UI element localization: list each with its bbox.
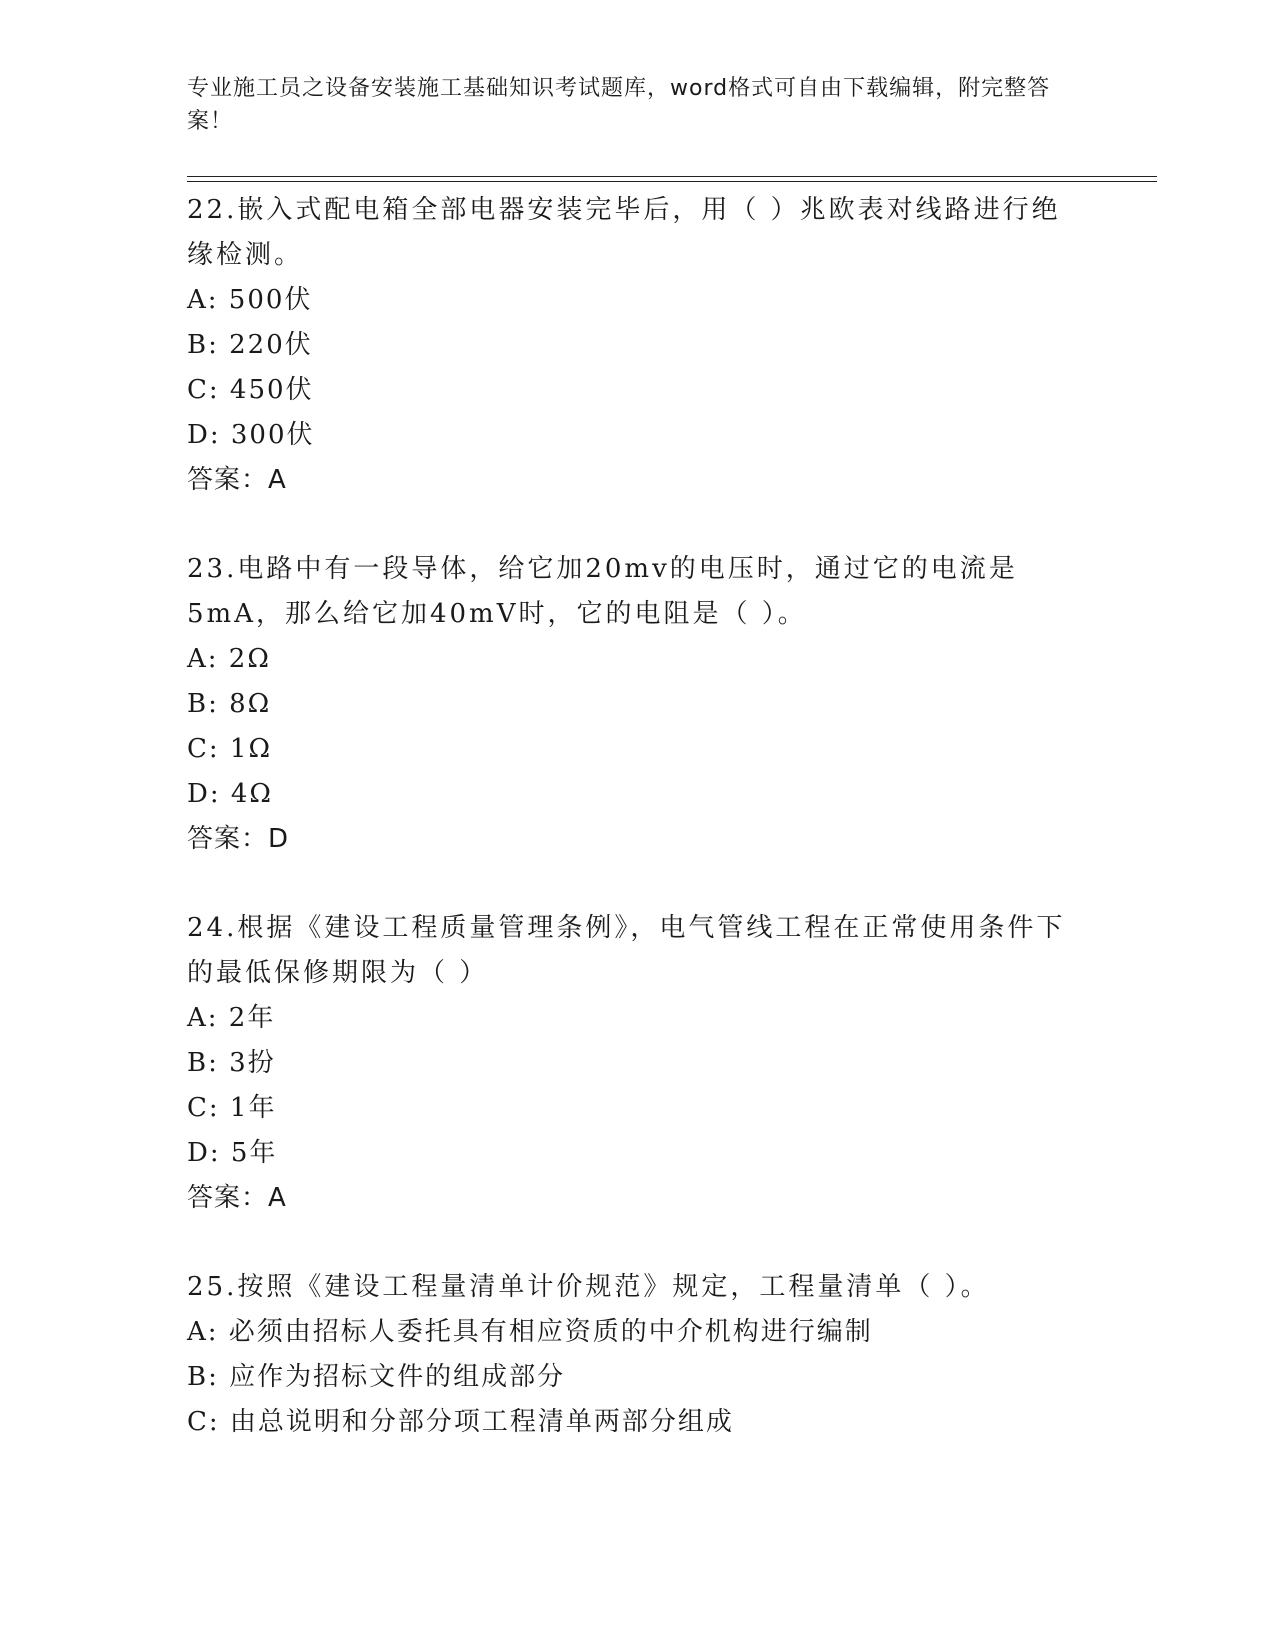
- option-d: D: 300伏: [187, 420, 315, 450]
- header-divider-bottom: [187, 181, 1157, 182]
- answer-label: 答案：: [187, 465, 269, 495]
- answer-value: D: [268, 824, 290, 854]
- option-d: D: 4Ω: [187, 779, 273, 809]
- question-22: [187, 188, 1067, 503]
- answer-line: [187, 1176, 1067, 1221]
- answer-line: [187, 458, 1067, 503]
- option-c: C: 由总说明和分部分项工程清单两部分组成: [187, 1407, 734, 1437]
- document-page: [187, 0, 1157, 1650]
- question-stem: 22.嵌入式配电箱全部电器安装完毕后，用（ ）兆欧表对线路进行绝缘检测。: [187, 195, 1061, 270]
- option-c: C: 1年: [187, 1093, 277, 1123]
- answer-value: A: [268, 465, 287, 495]
- question-stem: 24.根据《建设工程质量管理条例》，电气管线工程在正常使用条件下的最低保修期限为（ ）: [187, 913, 1066, 988]
- option-b: B: 3扮: [187, 1048, 276, 1078]
- question-stem: 25.按照《建设工程量清单计价规范》规定，工程量清单（ ）。: [187, 1272, 990, 1302]
- question-23: [187, 547, 1067, 862]
- option-b: B: 应作为招标文件的组成部分: [187, 1362, 566, 1392]
- question-list: [187, 188, 1067, 1489]
- option-a: A: 2年: [187, 1003, 276, 1033]
- option-c: C: 450伏: [187, 375, 314, 405]
- question-24: [187, 906, 1067, 1221]
- answer-line: [187, 817, 1067, 862]
- option-b: B: 8Ω: [187, 689, 272, 719]
- option-a: A: 必须由招标人委托具有相应资质的中介机构进行编制: [187, 1317, 873, 1347]
- answer-label: 答案：: [187, 1183, 269, 1213]
- answer-value: A: [268, 1183, 287, 1213]
- option-c: C: 1Ω: [187, 734, 273, 764]
- question-stem: 23.电路中有一段导体，给它加20mv的电压时，通过它的电流是5mA，那么给它加40mV时，它的电阻是（ ）。: [187, 554, 1018, 629]
- option-a: A: 2Ω: [187, 644, 271, 674]
- header-divider-top: [187, 176, 1157, 177]
- option-d: D: 5年: [187, 1138, 278, 1168]
- question-25: [187, 1265, 1067, 1445]
- option-a: A: 500伏: [187, 285, 313, 315]
- option-b: B: 220伏: [187, 330, 313, 360]
- document-header: 专业施工员之设备安装施工基础知识考试题库，word格式可自由下载编辑，附完整答案！: [187, 76, 1051, 134]
- answer-label: 答案：: [187, 824, 269, 854]
